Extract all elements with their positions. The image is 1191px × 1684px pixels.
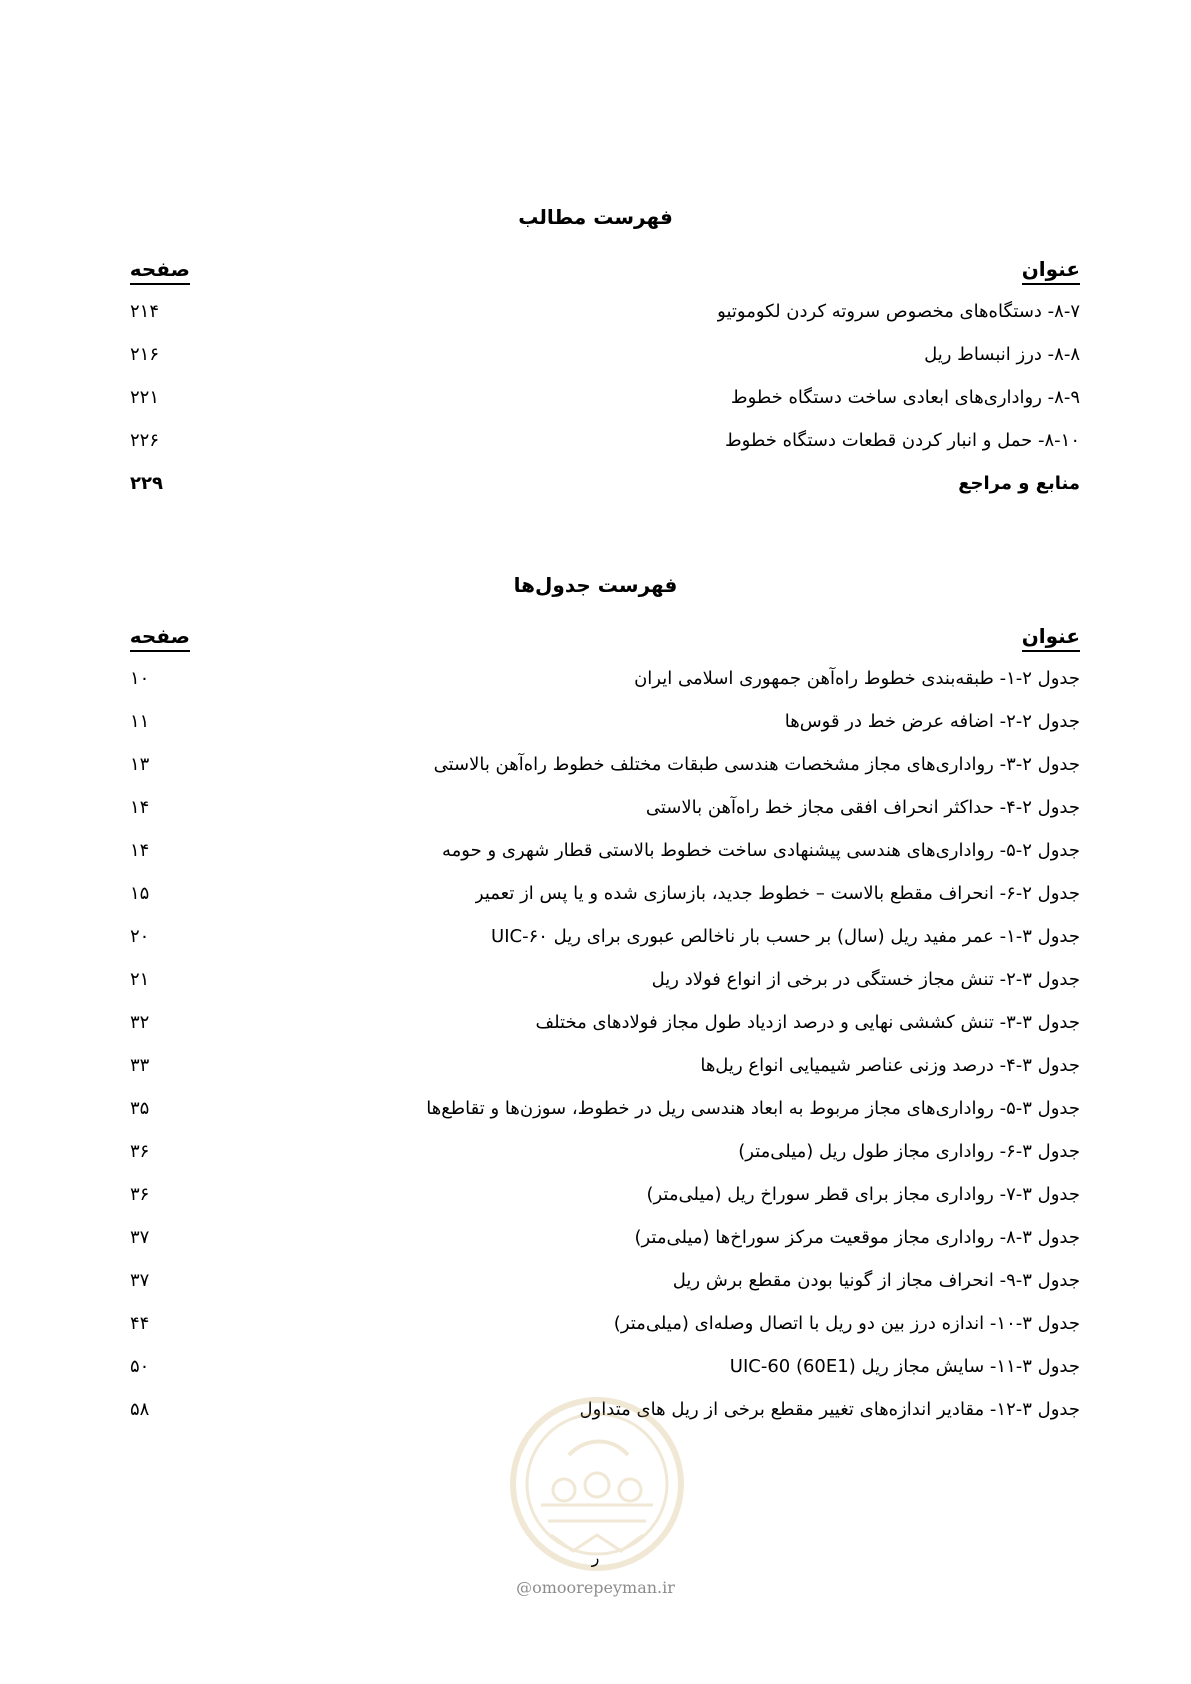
table-item-title: جدول ۳-۳- تنش کششی نهایی و درصد ازدیاد طول مجاز فولادهای مختلف: [535, 1012, 1080, 1033]
table-item-title: جدول ۳-۱۰- اندازه درز بین دو ریل با اتصال وصله‌ای (میلی‌متر): [613, 1313, 1080, 1334]
table-item-page: ۱۴: [130, 840, 150, 861]
toc-row: [130, 426, 1080, 458]
table-item-page: ۱۳: [130, 754, 150, 775]
table-item-title: جدول ۳-۱۱- سایش مجاز ریل (60E1) UIC-60: [729, 1356, 1080, 1377]
tables-header-title: عنوان: [1022, 621, 1080, 652]
table-item-title: جدول ۲-۶- انحراف مقطع بالاست – خطوط جدید، بازسازی شده و یا پس از تعمیر: [474, 883, 1080, 904]
watermark-text: @omoorepeyman.ir: [516, 1578, 675, 1597]
table-row: [130, 879, 1080, 911]
toc-item-page: ۲۱۶: [130, 344, 160, 365]
table-item-title: جدول ۳-۱- عمر مفید ریل (سال) بر حسب بار ناخالص عبوری برای ریل UIC-۶۰: [491, 926, 1080, 947]
page-number: ر: [591, 1548, 600, 1567]
table-row: [130, 1094, 1080, 1126]
table-item-title: جدول ۲-۲- اضافه عرض خط در قوس‌ها: [784, 711, 1080, 732]
toc-item-title: منابع و مراجع: [958, 473, 1080, 494]
table-item-title: جدول ۲-۳- رواداری‌های مجاز مشخصات هندسی طبقات مختلف خطوط راه‌آهن بالاستی: [433, 754, 1080, 775]
tables-header-row: [130, 621, 1080, 653]
tables-header-page: صفحه: [130, 621, 190, 652]
toc-item-title: ۸-۹- رواداری‌های ابعادی ساخت دستگاه خطوط: [730, 387, 1080, 408]
table-item-page: ۳۷: [130, 1270, 150, 1291]
table-row: [130, 1266, 1080, 1298]
table-item-page: ۵۰: [130, 1356, 150, 1377]
table-item-title: جدول ۳-۹- انحراف مجاز از گونیا بودن مقطع برش ریل: [672, 1270, 1080, 1291]
table-item-title: جدول ۳-۲- تنش مجاز خستگی در برخی از انواع فولاد ریل: [651, 969, 1080, 990]
toc-item-page: ۲۲۱: [130, 387, 160, 408]
toc-title: فهرست مطالب: [518, 205, 673, 229]
table-item-title: جدول ۲-۴- حداکثر انحراف افقی مجاز خط راه‌آهن بالاستی: [645, 797, 1080, 818]
table-item-title: جدول ۲-۵- رواداری‌های هندسی پیشنهادی ساخت خطوط بالاستی قطار شهری و حومه: [442, 840, 1080, 861]
table-item-title: جدول ۲-۱- طبقه‌بندی خطوط راه‌آهن جمهوری اسلامی ایران: [634, 668, 1080, 689]
table-item-title: جدول ۳-۷- رواداری مجاز برای قطر سوراخ ریل (میلی‌متر): [646, 1184, 1080, 1205]
table-row: [130, 1008, 1080, 1040]
table-row: [130, 1223, 1080, 1255]
toc-header-title: عنوان: [1022, 254, 1080, 285]
table-item-page: ۳۳: [130, 1055, 150, 1076]
table-row: [130, 1352, 1080, 1384]
toc-header-row: [130, 254, 1080, 286]
table-row: [130, 922, 1080, 954]
table-row: [130, 965, 1080, 997]
table-row: [130, 750, 1080, 782]
table-row: [130, 1051, 1080, 1083]
table-item-page: ۳۶: [130, 1141, 150, 1162]
table-item-page: ۵۸: [130, 1399, 150, 1420]
table-row: [130, 793, 1080, 825]
table-item-title: جدول ۳-۸- رواداری مجاز موقعیت مرکز سوراخ‌ها (میلی‌متر): [634, 1227, 1080, 1248]
toc-row: [130, 297, 1080, 329]
table-item-page: ۴۴: [130, 1313, 150, 1334]
tables-title: فهرست جدول‌ها: [513, 573, 678, 597]
toc-header-page: صفحه: [130, 254, 190, 285]
table-item-title: جدول ۳-۴- درصد وزنی عناصر شیمیایی انواع ریل‌ها: [700, 1055, 1080, 1076]
table-item-page: ۱۴: [130, 797, 150, 818]
table-item-page: ۱۰: [130, 668, 150, 689]
toc-item-title: ۸-۷- دستگاه‌های مخصوص سروته کردن لکوموتیو: [717, 301, 1080, 322]
table-item-page: ۲۰: [130, 926, 150, 947]
table-row: [130, 707, 1080, 739]
table-item-page: ۳۲: [130, 1012, 150, 1033]
table-row: [130, 1180, 1080, 1212]
toc-item-page: ۲۲۹: [130, 473, 163, 494]
table-item-page: ۱۵: [130, 883, 150, 904]
toc-row: [130, 383, 1080, 415]
table-row: [130, 1309, 1080, 1341]
table-item-title: جدول ۳-۵- رواداری‌های مجاز مربوط به ابعاد هندسی ریل در خطوط، سوزن‌ها و تقاطع‌ها: [426, 1098, 1080, 1119]
table-item-title: جدول ۳-۶- رواداری مجاز طول ریل (میلی‌متر): [738, 1141, 1080, 1162]
toc-row-bold: [130, 469, 1080, 501]
table-item-page: ۱۱: [130, 711, 150, 732]
toc-item-page: ۲۱۴: [130, 301, 160, 322]
table-item-page: ۳۶: [130, 1184, 150, 1205]
table-item-page: ۲۱: [130, 969, 150, 990]
toc-row: [130, 340, 1080, 372]
table-item-page: ۳۵: [130, 1098, 150, 1119]
table-row: [130, 664, 1080, 696]
table-item-title: جدول ۳-۱۲- مقادیر اندازه‌های تغییر مقطع برخی از ریل های متداول: [579, 1399, 1080, 1420]
toc-item-title: ۸-۱۰- حمل و انبار کردن قطعات دستگاه خطوط: [725, 430, 1080, 451]
toc-item-page: ۲۲۶: [130, 430, 160, 451]
table-item-page: ۳۷: [130, 1227, 150, 1248]
table-row: [130, 836, 1080, 868]
toc-item-title: ۸-۸- درز انبساط ریل: [924, 344, 1080, 365]
table-row: [130, 1137, 1080, 1169]
